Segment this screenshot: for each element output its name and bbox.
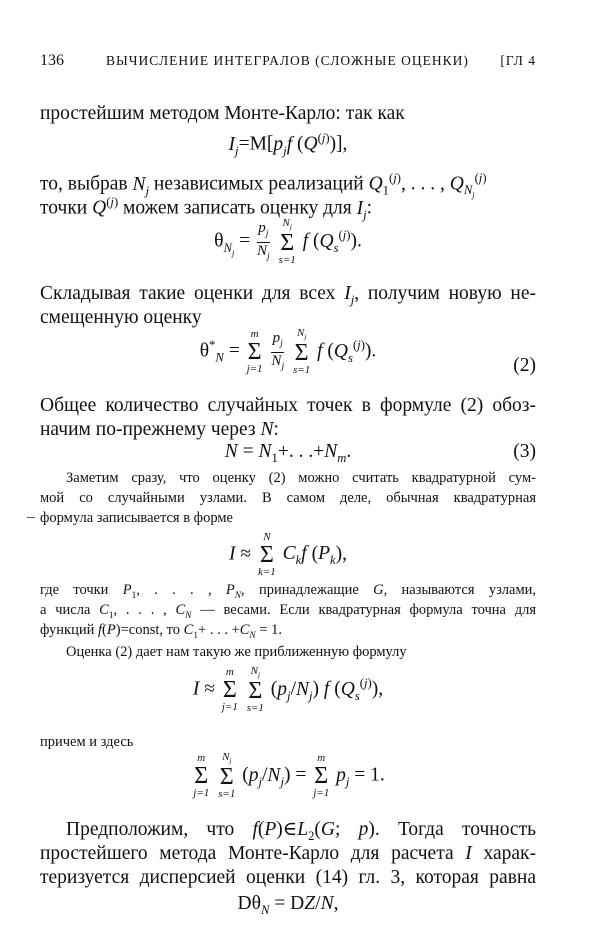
formula-ij: $I_j=M[p_jf$ $(Q^{(j)})$], <box>228 131 348 158</box>
running-title: ВЫЧИСЛЕНИЕ ИНТЕГРАЛОВ (СЛОЖНЫЕ ОЦЕНКИ) <box>106 53 469 68</box>
margin-mark <box>27 517 35 518</box>
text-line: формула записывается в форме <box>40 510 233 526</box>
text-line: функций f(P)=const, то $C_1+$ . . . $+C_N = 1$. <box>40 622 283 641</box>
text-line: теризуется дисперсией оценки (14) гл. 3, которая равна <box>40 867 536 888</box>
running-header <box>40 52 536 72</box>
text-line: Предположим, что $f(P)\in L_2(G$; p). Тогда точность <box>66 819 537 843</box>
formula-variance: $D\theta_N = DZ/N$, <box>237 893 339 917</box>
text-line: где точки $P_1$, . . . , $P_N$, принадлежащие G, называются узлами, <box>40 582 537 601</box>
text-line: причем и здесь <box>40 734 134 750</box>
text-line: начим по-прежнему через N: <box>40 419 279 440</box>
text-line: простейшим методом Монте-Карло: так как <box>40 103 405 124</box>
formula-n-sum: $N = N_1+$. . $.+N_m$. (3) <box>224 441 536 465</box>
text-line: смещенную оценку <box>40 307 202 328</box>
text-line: а числа $C_1$, . . . , $C_N$ — весами. Если квадратурная формула точна для <box>40 602 536 621</box>
text-line: Складывая такие оценки для всех $I_j$, получим новую не- <box>40 283 537 307</box>
formula-theta-nj: $\theta_{N_j}$ = $\frac{p_j}{N_j}$ $N_j$ Σ s=1 f $(Q_s^{(j)})$. <box>214 217 362 267</box>
text-line: Общее количество случайных точек в формуле (2) обоз- <box>40 395 536 416</box>
text-line: Заметим сразу, что оценку (2) можно считать квадратурной сум- <box>66 470 536 486</box>
chapter-label: [ГЛ 4 <box>500 53 536 68</box>
text-line: Оценка (2) дает нам такую же приближенную формулу <box>66 644 407 660</box>
equation-number: (3) <box>513 441 536 462</box>
text-line: простейшего метода Монте-Карло для расчета I харак- <box>40 843 537 864</box>
text-line: мой со случайными узлами. В самом деле, обычная квадратурная <box>40 490 536 506</box>
formula-weights-sum: m Σ j=1 $N_j$ Σ s=1 $(p_j/N_j)$ = m Σ j=1 $p_j = 1$. <box>193 751 385 801</box>
text-line: точки $Q^{(j)}$ можем записать оценку для $I_j$: <box>40 195 373 222</box>
page-number: 136 <box>40 52 64 69</box>
formula-theta-star: $\theta^*_N$ = m Σ j=1 $\frac{p_j}{N_j}$ $N_j$ Σ s=1 f $(Q_s^{(j)})$. (2) <box>199 327 536 377</box>
formula-approx: I ≈ m Σ j=1 $N_j$ Σ s=1 $(p_j/N_j)$ f $(Q_s^{(j)})$, <box>192 665 384 715</box>
text-line: то, выбрав $N_j$ независимых реализаций $Q_1^{(j)}$, . . . , $Q_{N_j}^{(j)}$ <box>40 171 487 200</box>
equation-number: (2) <box>513 355 536 376</box>
formula-quadrature: I ≈ N Σ k=1 $C_kf$ $(P_k)$, <box>229 531 347 578</box>
